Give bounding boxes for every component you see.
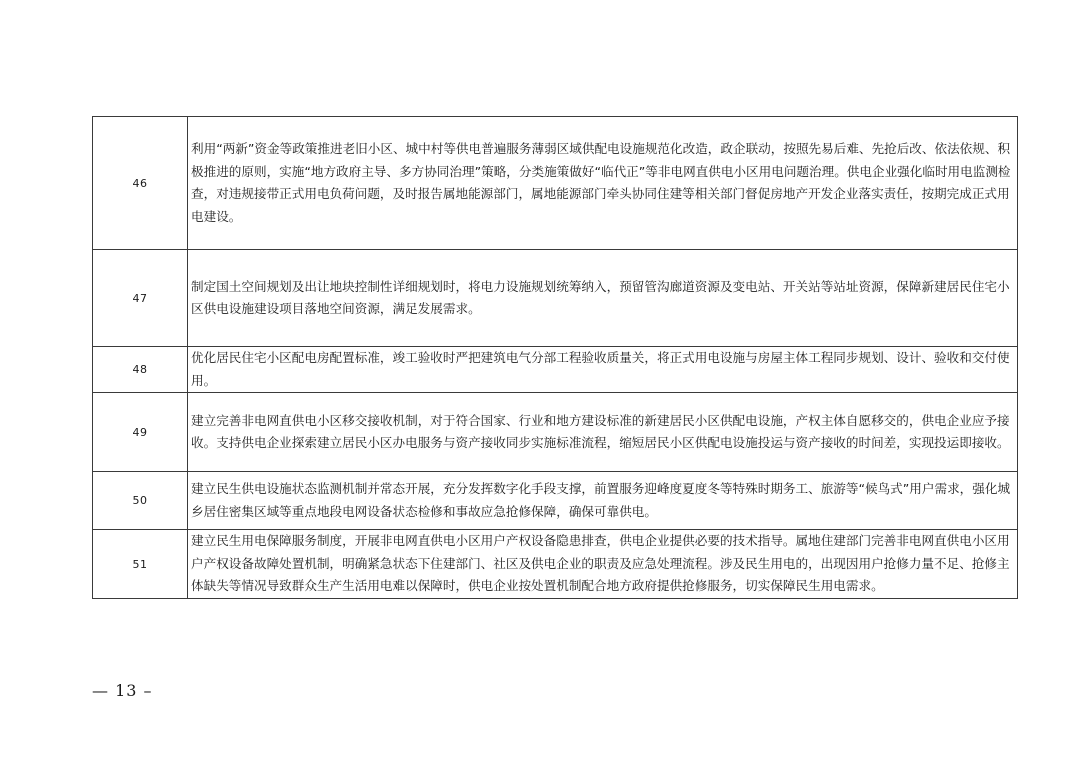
table-row [93, 117, 1018, 250]
table-row [93, 393, 1018, 472]
row-number: 47 [93, 250, 188, 347]
row-text: 建立民生用电保障服务制度，开展非电网直供电小区用户产权设备隐患排查，供电企业提供必要的技术指导。属地住建部门完善非电网直供电小区用户产权设备故障处置机制，明确紧急状态下住建部门、社区及供电企业的职责及应急处理流程。涉及民生用电的，出现因用户抢修力量不足、抢修主体缺失等情况导致群众生产生活用电难以保障时，供电企业按处置机制配合地方政府提供抢修服务，切实保障民生用电需求。 [188, 530, 1018, 599]
table-row [93, 472, 1018, 530]
row-number: 51 [93, 530, 188, 599]
row-text: 建立民生供电设施状态监测机制并常态开展，充分发挥数字化手段支撑，前置服务迎峰度夏度冬等特殊时期务工、旅游等“候鸟式”用户需求，强化城乡居住密集区域等重点地段电网设备状态检修和事故应急抢修保障，确保可靠供电。 [188, 472, 1018, 530]
row-text: 建立完善非电网直供电小区移交接收机制，对于符合国家、行业和地方建设标准的新建居民小区供配电设施，产权主体自愿移交的，供电企业应予接收。支持供电企业探索建立居民小区办电服务与资产接收同步实施标准流程，缩短居民小区供配电设施投运与资产接收的时间差，实现投运即接收。 [188, 393, 1018, 472]
row-number: 49 [93, 393, 188, 472]
page-number: — 13 – [92, 681, 153, 700]
row-text: 利用“两新”资金等政策推进老旧小区、城中村等供电普遍服务薄弱区域供配电设施规范化改造，政企联动，按照先易后难、先抢后改、依法依规、积极推进的原则，实施“地方政府主导、多方协同治理”策略，分类施策做好“临代正”等非电网直供电小区用电问题治理。供电企业强化临时用电监测检查，对违规接带正式用电负荷问题，及时报告属地能源部门，属地能源部门牵头协同住建等相关部门督促房地产开发企业落实责任，按期完成正式用电建设。 [188, 117, 1018, 250]
row-number: 50 [93, 472, 188, 530]
table-row [93, 530, 1018, 599]
row-text: 制定国土空间规划及出让地块控制性详细规划时，将电力设施规划统筹纳入，预留管沟廊道资源及变电站、开关站等站址资源，保障新建居民住宅小区供电设施建设项目落地空间资源，满足发展需求。 [188, 250, 1018, 347]
row-number: 48 [93, 347, 188, 393]
table-row [93, 250, 1018, 347]
measures-table [92, 116, 1018, 599]
table-row [93, 347, 1018, 393]
row-number: 46 [93, 117, 188, 250]
row-text: 优化居民住宅小区配电房配置标准，竣工验收时严把建筑电气分部工程验收质量关，将正式用电设施与房屋主体工程同步规划、设计、验收和交付使用。 [188, 347, 1018, 393]
